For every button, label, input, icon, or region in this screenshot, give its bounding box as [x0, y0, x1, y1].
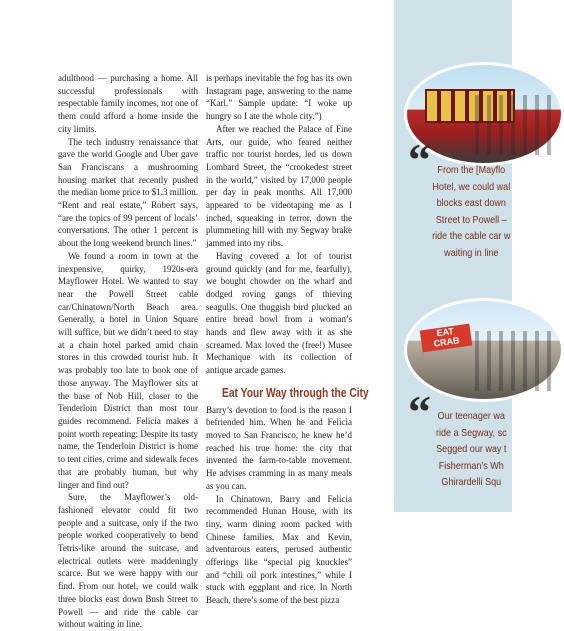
section-subhead: Eat Your Way through the City — [222, 385, 369, 400]
pull-quote-2 — [424, 408, 519, 491]
paragraph: The tech industry renaissance that gave the world Google and Uber gave San Franciscans a mushrooming housing market that recently pushed the median home price to $1.3 million. “Rent and real estate,” Robert says, “are the topics of 99 percent of locals’ conversations. The other 1 percent is about the long weekend brunch lines.” — [58, 136, 198, 249]
paragraph: is perhaps inevitable the fog has its own Instagram page, answering to the name “Karl.” Sample update: “I woke up hungry so I ate the whole city.”) — [206, 73, 352, 122]
pull-quote-line: waiting in line — [444, 246, 499, 259]
sidebar-panel — [394, 0, 512, 512]
pull-quote-line: Street to Powell – — [435, 213, 507, 226]
paragraph: Sure, the Mayflower’s old-fashioned elevator could fit two people and a suitcase, only if the two people worked cooperatively to bend Tetris-like around the suitcase, and electrical outlets were maddeningly scarce. But we were happy with our find. From our hotel, we could walk three blocks east down Bush Street to Powell — and ride the cable car without waiting in line. — [58, 492, 198, 630]
pull-quote-line: Our teenager wa — [437, 410, 505, 422]
paragraph: In Chinatown, Barry and Felicia recommended Hunan House, with its tiny, warm dining room packed with Chinese families. Max and Kevin, adventurous eaters, perused authentic offerings like “special pig knuckles” and “chili oil pork intestines,” while I stuck with eggplant and rice. In North Beach, there’s some of the best pizza — [206, 493, 352, 606]
pull-quote-line: blocks east down — [436, 197, 506, 209]
eat-crab-sign: EAT CRAB — [420, 324, 473, 353]
crowd-illustration — [467, 95, 557, 155]
pull-quote-line: Hotel, we could wal — [432, 180, 511, 193]
pull-quote-1 — [424, 162, 519, 261]
pull-quote-line: Fisherman’s Wh — [438, 459, 504, 472]
paragraph: After we reached the Palace of Fine Arts, our guide, who feared neither traffic nor tourist hordes, led us down Lombard Street, the “crookedest street in the world,” visited by 17,000 people per day in peak months. All 17,000 appeared to be videotaping me as I inched, squeaking in terror, down the plummeting hill with my Segway brake jammed into my ribs. — [206, 123, 352, 249]
pull-quote-line: ride a Segway, sc — [435, 426, 507, 439]
pull-quote-line: ride the cable car w — [432, 230, 511, 242]
paragraph: adulthood — purchasing a home. All successful professionals with respectable family incomes, not one of them could afford a home inside the city limits. — [58, 73, 198, 134]
paragraph: Barry’s devotion to food is the reason I befriended him. When he and Felicia moved to San Francisco, he knew he’d reached his true home: the city that invented the farm-to-table movement. He advises cramming in as many meals as you can. — [206, 404, 352, 491]
article-column-2 — [206, 72, 369, 607]
segway-riders-illustration — [467, 331, 557, 391]
pull-quote-line: Segged our way t — [436, 443, 507, 455]
pull-quote-line: Ghirardelli Squ — [441, 476, 502, 488]
pull-quote-line: From the [Mayflo — [437, 164, 506, 176]
quote-mark-icon: “ — [408, 134, 431, 185]
paragraph: Having covered a lot of tourist ground quickly (and for me, fearfully), we bought chowder on the wharf and dodged roving gangs of thieving seagulls. One thuggish bird plucked an entire bread bowl from a woman’s hands and flew away with it as she screamed. Max loved the (free!) Musee Mechanique with its collection of antique arcade games. — [206, 250, 352, 376]
article-column-1 — [58, 72, 198, 631]
quote-mark-icon: “ — [408, 386, 431, 437]
paragraph: We found a room in town at the inexpensive, quirky, 1920s-era Mayflower Hotel. We wanted to stay near the Powell Street cable car/Chinatown/North Beach area. Generally, a hotel in Union Square will suffice, but we didn’t need to stay at a chain hotel parked amid chain stores in this crowded tourist hub. It was probably too late to book one of those anyway. The Mayflower sits at the base of Nob Hill, closer to the Tenderloin District than most tour guides recommend. Felicia makes a point worth repeating: Despite its tasty name, the Tenderloin District is home to tent cities, crime and sidewalk feces that are probably human, but why linger and find out? — [58, 250, 198, 490]
